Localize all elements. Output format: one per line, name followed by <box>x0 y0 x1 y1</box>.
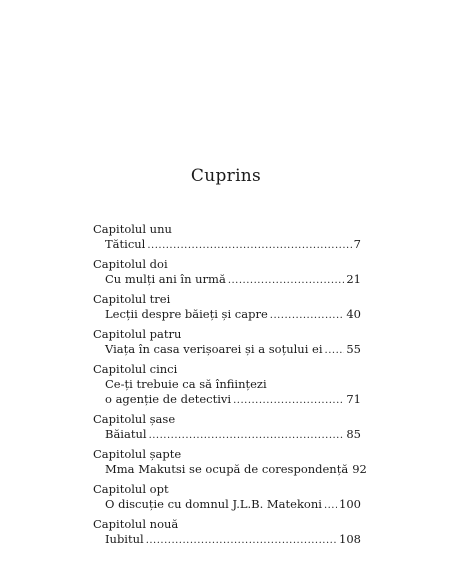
page-number: 21 <box>346 272 361 286</box>
chapter-label: Capitolul trei <box>93 292 171 306</box>
chapter-title: Lecții despre băieți și capre <box>105 307 268 321</box>
chapter-label: Capitolul doi <box>93 257 168 271</box>
chapter-title-row <box>93 342 361 358</box>
chapter-label: Capitolul șapte <box>93 447 182 461</box>
chapter-title-row <box>93 392 361 408</box>
chapter-title-row <box>93 532 361 548</box>
chapter-label: Capitolul nouă <box>93 517 179 531</box>
chapter-label: Capitolul opt <box>93 482 169 496</box>
chapter-title-row <box>93 272 361 288</box>
chapter-title-line: Ce-ți trebuie ca să înființezi <box>105 377 267 391</box>
page-number: 92 <box>352 462 367 476</box>
page-number: 7 <box>353 237 361 251</box>
chapter-title-row <box>93 237 361 253</box>
page-number: 71 <box>346 392 361 406</box>
toc-entry[interactable] <box>93 482 361 513</box>
chapter-title: Băiatul <box>105 427 147 441</box>
table-of-contents <box>93 222 367 552</box>
toc-entry[interactable] <box>93 327 361 358</box>
page-number: 100 <box>339 497 361 511</box>
chapter-title-row <box>93 307 361 323</box>
chapter-title: Cu mulți ani în urmă <box>105 272 226 286</box>
toc-entry[interactable] <box>93 362 361 408</box>
toc-entry[interactable] <box>93 222 361 253</box>
dot-leader <box>324 498 337 513</box>
chapter-label: Capitolul cinci <box>93 362 178 376</box>
page-number: 40 <box>346 307 361 321</box>
toc-entry[interactable] <box>93 412 361 443</box>
dot-leader <box>233 393 344 408</box>
page-number: 55 <box>346 342 361 356</box>
chapter-title: Iubitul <box>105 532 144 546</box>
dot-leader <box>149 428 345 443</box>
chapter-title: O discuție cu domnul J.L.B. Matekoni <box>105 497 322 511</box>
chapter-title: Mma Makutsi se ocupă de corespondență <box>105 462 349 476</box>
chapter-label: Capitolul unu <box>93 222 172 236</box>
dot-leader <box>146 533 337 548</box>
toc-entry[interactable] <box>93 292 361 323</box>
dot-leader <box>325 343 345 358</box>
chapter-label: Capitolul patru <box>93 327 182 341</box>
chapter-title: Viața în casa verișoarei și a soțului ei <box>105 342 323 356</box>
chapter-title-row <box>93 497 361 513</box>
page-number: 85 <box>346 427 361 441</box>
toc-entry[interactable] <box>93 257 361 288</box>
chapter-title-row <box>93 462 367 478</box>
dot-leader <box>270 308 345 323</box>
chapter-title-row <box>93 427 361 443</box>
toc-entry[interactable] <box>93 447 367 478</box>
page-number: 108 <box>339 532 361 546</box>
chapter-label: Capitolul șase <box>93 412 176 426</box>
page-title: Cuprins <box>190 166 262 186</box>
dot-leader <box>228 273 345 288</box>
toc-entry[interactable] <box>93 517 361 548</box>
chapter-title: Tăticul <box>105 237 146 251</box>
dot-leader <box>147 238 351 253</box>
chapter-title: o agenție de detectivi <box>105 392 232 406</box>
